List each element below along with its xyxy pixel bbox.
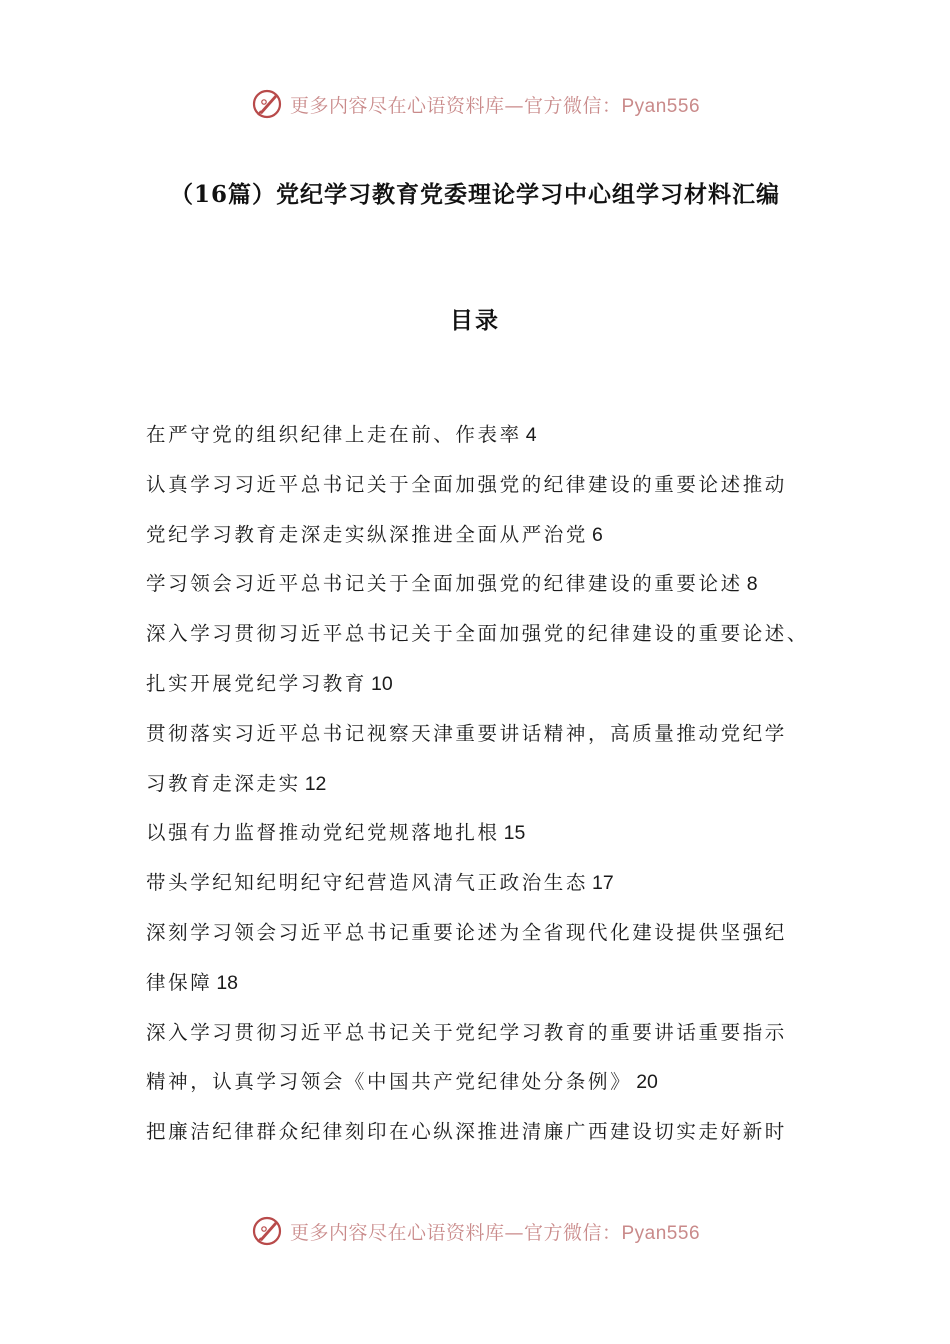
toc-line[interactable]: 带头学纪知纪明纪守纪营造风清气正政治生态 17	[146, 871, 614, 895]
toc-line[interactable]: 深入学习贯彻习近平总书记关于全面加强党的纪律建设的重要论述、	[146, 622, 810, 646]
toc-heading: 目录	[450, 307, 500, 334]
toc-line[interactable]: 律保障 18	[146, 970, 239, 994]
page-number: 17	[592, 872, 614, 895]
toc-line[interactable]: 以强有力监督推动党纪党规落地扎根 15	[146, 821, 526, 845]
page-number: 18	[216, 971, 239, 994]
toc-line[interactable]: 学习领会习近平总书记关于全面加强党的纪律建设的重要论述 8	[146, 572, 758, 596]
footer-banner	[0, 1211, 950, 1251]
quill-logo-icon	[250, 1214, 284, 1248]
toc-line[interactable]: 贯彻落实习近平总书记视察天津重要讲话精神，高质量推动党纪学	[146, 721, 787, 745]
toc-line[interactable]: 扎实开展党纪学习教育 10	[146, 671, 393, 695]
quill-logo-icon	[250, 87, 284, 121]
page-number: 12	[304, 772, 327, 795]
page-number: 4	[525, 424, 537, 446]
toc-line[interactable]: 习教育走深走实 12	[146, 771, 327, 795]
wechat-id: Pyan556	[621, 95, 701, 117]
footer-banner-text: 更多内容尽在心语资料库—官方微信：Pyan556	[289, 1221, 701, 1244]
page-number: 10	[371, 672, 393, 695]
header-banner	[0, 84, 950, 124]
toc-line[interactable]: 在严守党的组织纪律上走在前、作表率 4	[146, 423, 537, 446]
page-number: 8	[746, 573, 758, 596]
page-number: 6	[592, 523, 603, 546]
document-title: （16篇）党纪学习教育党委理论学习中心组学习材料汇编	[169, 181, 780, 208]
toc-line[interactable]: 深入学习贯彻习近平总书记关于党纪学习教育的重要讲话重要指示	[146, 1020, 787, 1044]
page-number: 20	[636, 1071, 658, 1094]
toc-line[interactable]: 认真学习习近平总书记关于全面加强党的纪律建设的重要论述推动	[146, 472, 787, 496]
toc-line[interactable]: 把廉洁纪律群众纪律刻印在心纵深推进清廉广西建设切实走好新时	[146, 1120, 787, 1144]
toc-line[interactable]: 党纪学习教育走深走实纵深推进全面从严治党 6	[146, 522, 603, 546]
toc-line[interactable]: 深刻学习领会习近平总书记重要论述为全省现代化建设提供坚强纪	[146, 920, 787, 944]
table-of-contents	[146, 412, 816, 1159]
page-number: 15	[503, 822, 526, 845]
header-banner-text: 更多内容尽在心语资料库—官方微信：Pyan556	[289, 94, 701, 117]
toc-line[interactable]: 精神，认真学习领会《中国共产党纪律处分条例》 20	[146, 1070, 658, 1094]
wechat-id: Pyan556	[621, 1222, 701, 1244]
